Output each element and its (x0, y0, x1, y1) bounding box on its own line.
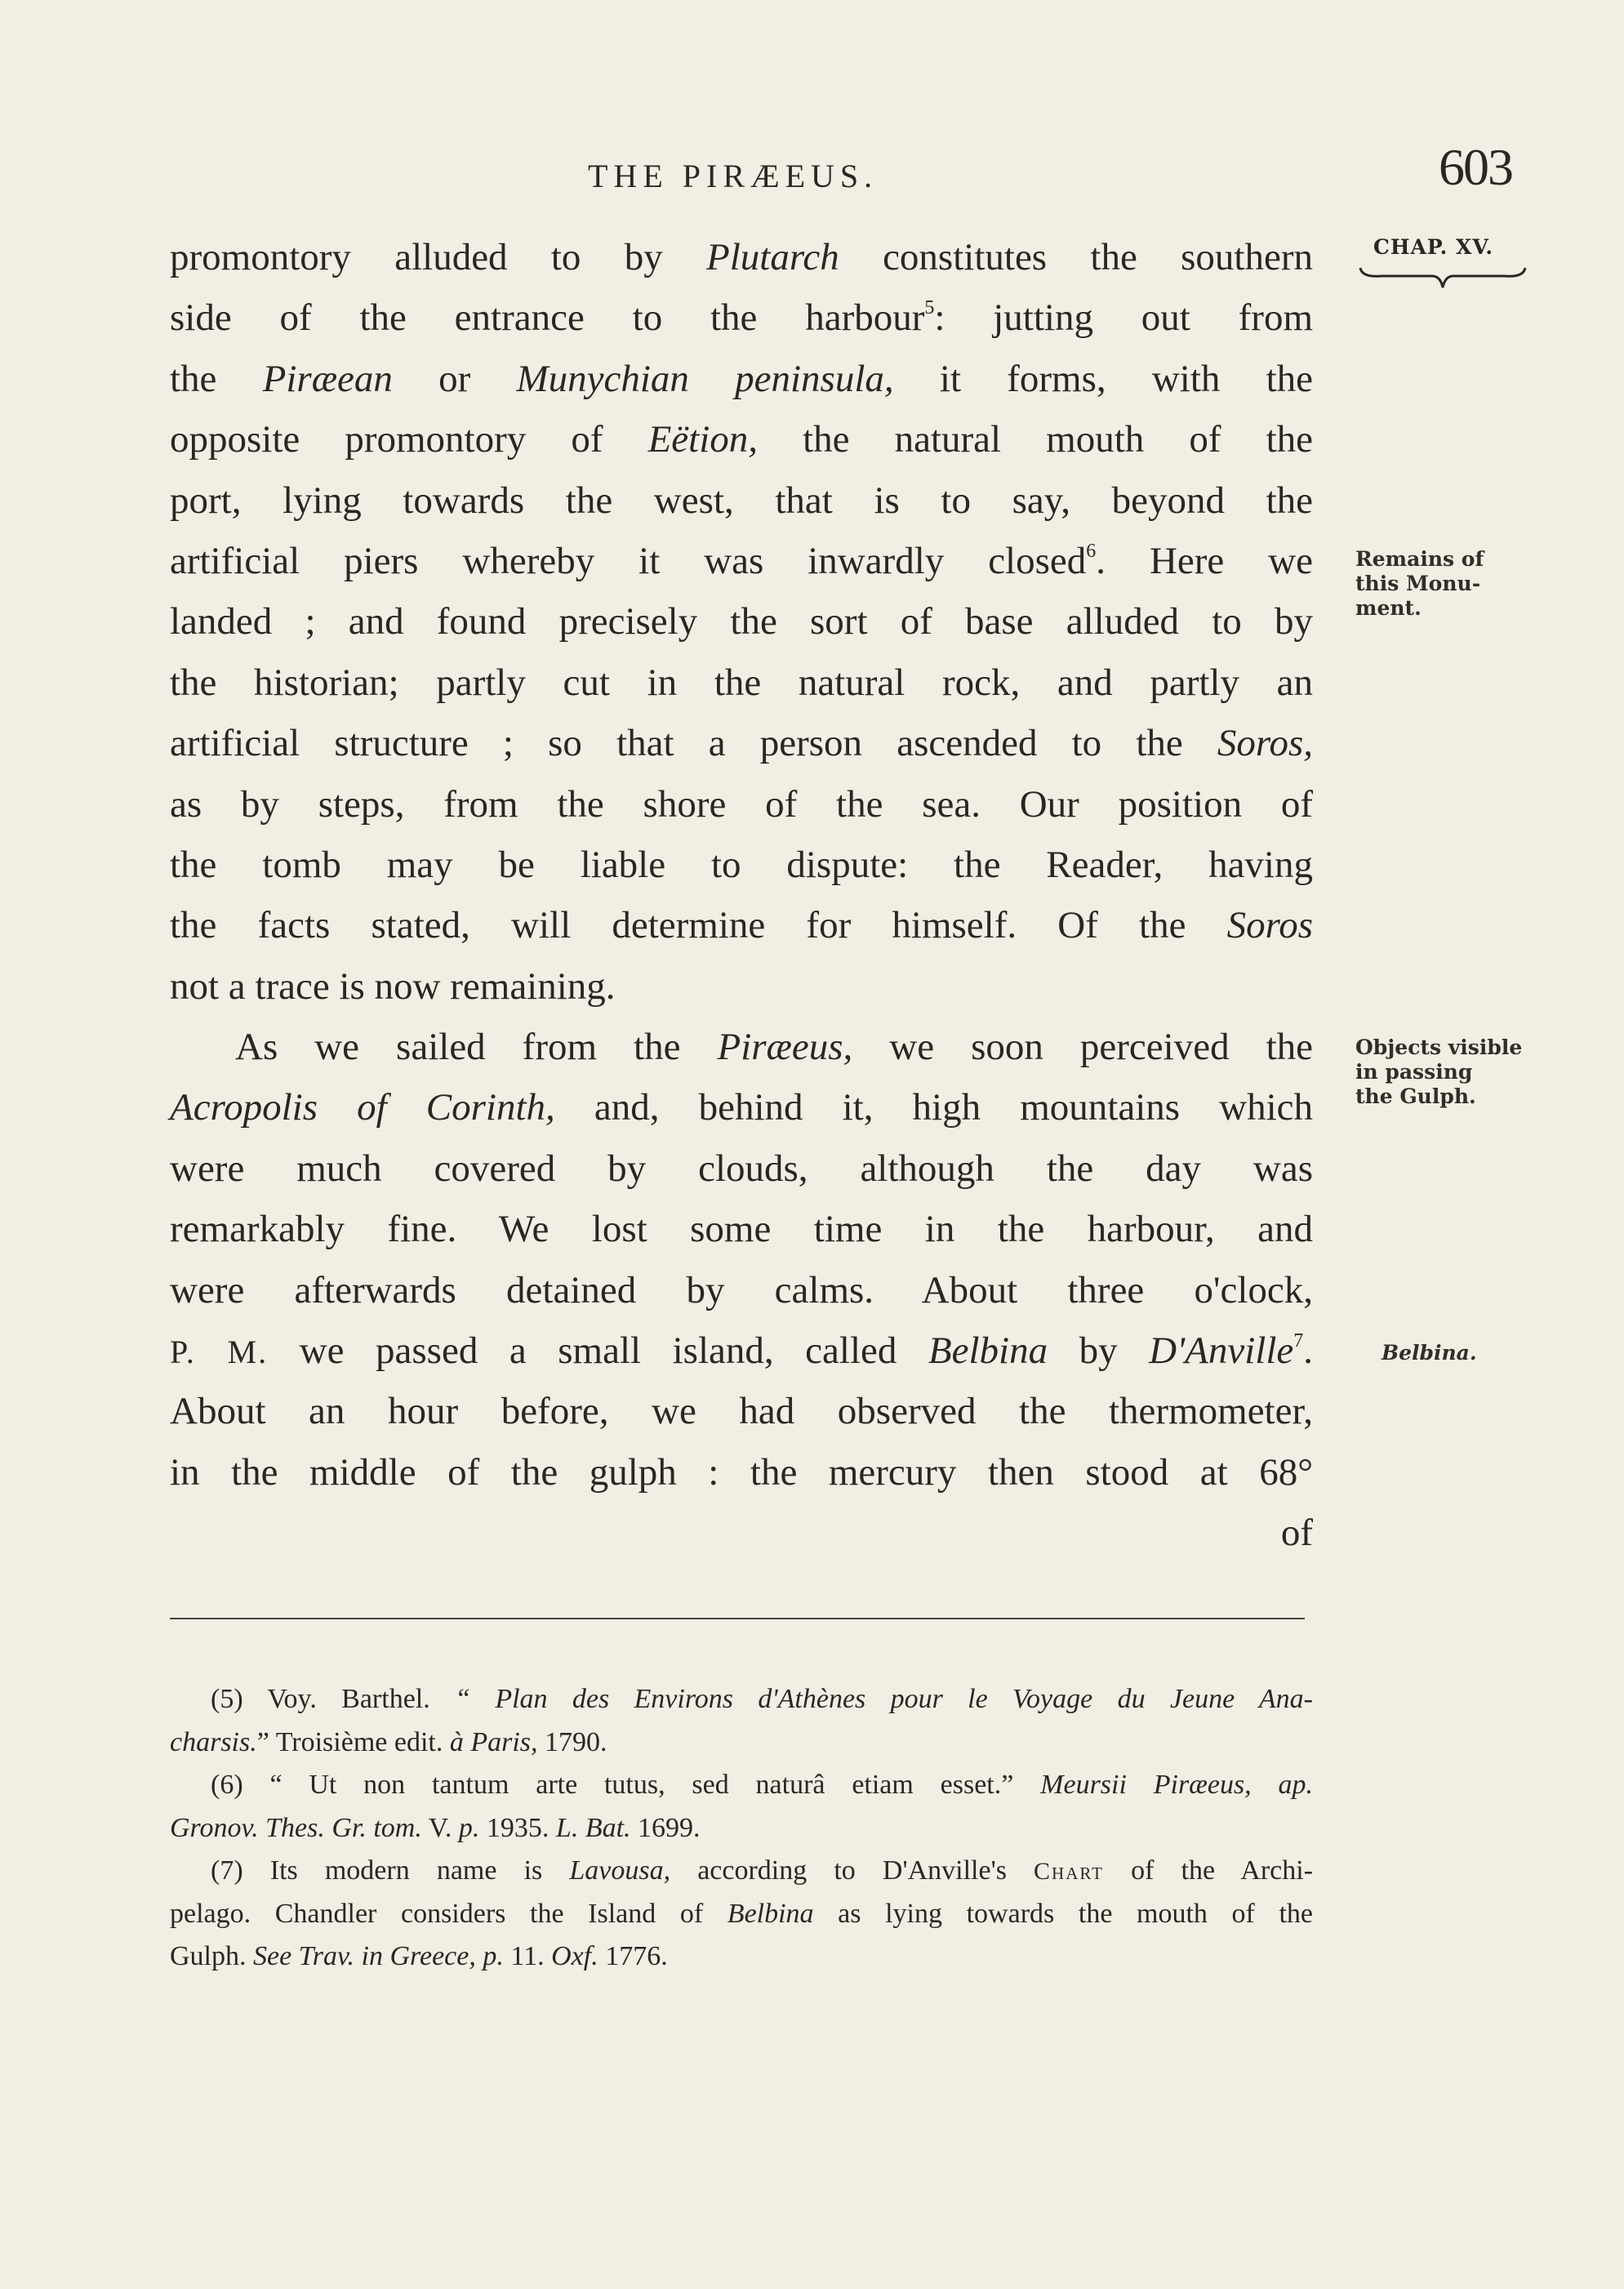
text-line (170, 1077, 1313, 1138)
text-span: the (170, 357, 263, 400)
margin-note-line: this Monu- (1355, 572, 1481, 595)
text-italic: Gronov. Thes. Gr. tom. (170, 1812, 422, 1843)
text-span: the facts stated, will determine for himself. Of the (170, 904, 1227, 947)
text-italic: Acropolis of Corinth, (170, 1086, 555, 1129)
text-italic: Lavousa, (569, 1855, 671, 1886)
text-italic: charsis. (170, 1726, 257, 1757)
margin-note-line: in passing (1355, 1060, 1473, 1084)
footnote-line (170, 1807, 1313, 1850)
text-line (170, 1017, 1313, 1077)
text-span: . (1303, 1329, 1313, 1373)
margin-note-line: the Gulph. (1355, 1084, 1476, 1108)
margin-note-line: Objects visible (1355, 1035, 1523, 1059)
text-span: by (1048, 1329, 1150, 1373)
margin-note-objects-visible (1355, 1035, 1522, 1109)
text-italic: See Trav. in Greece, p. (253, 1941, 504, 1971)
text-line (170, 409, 1313, 470)
text-italic: à Paris, (449, 1726, 538, 1757)
running-title: THE PIRÆEUS. (588, 158, 879, 194)
text-span: (5) Voy. Barthel. (211, 1684, 456, 1714)
text-span: we passed a small island, called (268, 1329, 928, 1373)
footnote-ref: 7 (1293, 1330, 1304, 1352)
footnote-line (170, 1893, 1313, 1936)
text-italic: Oxf. (551, 1941, 598, 1971)
text-span: . Here we (1096, 539, 1314, 582)
text-span: opposite promontory of (170, 418, 648, 461)
text-line (170, 287, 1313, 348)
text-span: 1790. (537, 1726, 607, 1757)
text-italic: Plutarch (706, 236, 839, 278)
text-italic: Munychian peninsula, (516, 357, 894, 400)
text-italic: Piræean (262, 357, 393, 400)
text-span: : jutting out from (934, 296, 1314, 340)
text-span: ” Troisième edit. (256, 1726, 450, 1757)
text-line: not a trace is now remaining. (170, 964, 616, 1008)
text-span: (6) “ Ut non tantum arte tutus, sed naturâ etiam esset.” (211, 1770, 1041, 1800)
margin-note-line: Remains of (1355, 547, 1484, 571)
text-smallcaps: P. M. (170, 1334, 269, 1371)
text-italic: p. (458, 1812, 480, 1843)
text-italic: D'Anville (1149, 1329, 1294, 1373)
text-line (170, 713, 1313, 773)
text-span: it forms, with the (893, 357, 1314, 400)
text-line: in the middle of the gulph : the mercury then stood at 68° (170, 1450, 1313, 1494)
text-line: About an hour before, we had observed the thermometer, (170, 1390, 1313, 1433)
text-line: remarkably fine. We lost some time in the harbour, and (170, 1208, 1313, 1251)
footnote-line (170, 1935, 1313, 1979)
text-span: 1776. (598, 1941, 668, 1971)
text-line: as by steps, from the shore of the sea. Our position of (170, 782, 1313, 826)
text-span: constitutes the southern (839, 236, 1313, 278)
text-italic: Belbina (928, 1329, 1048, 1373)
catchword: of (1280, 1512, 1313, 1555)
text-line: were much covered by clouds, although the day was (170, 1147, 1313, 1190)
text-span: and, behind it, high mountains which (554, 1086, 1313, 1129)
text-italic: “ Plan des Environs d'Athènes pour le Voyage du Jeune Ana- (455, 1684, 1313, 1714)
footnote-line (170, 1678, 1313, 1721)
text-span: artificial piers whereby it was inwardly closed (170, 539, 1087, 582)
text-line (170, 531, 1313, 591)
main-text (170, 227, 1313, 1564)
text-italic: Piræeus, (717, 1026, 853, 1069)
text-smallcaps: Chart (1034, 1858, 1104, 1885)
footnote-line (170, 1721, 1313, 1765)
text-span: or (392, 357, 517, 400)
text-span: artificial structure ; so that a person ascended to the (170, 722, 1217, 765)
text-line (170, 895, 1313, 955)
text-italic: Eëtion, (647, 418, 759, 461)
text-span: 1699. (630, 1812, 701, 1843)
text-line (170, 227, 1313, 287)
text-span: As we sailed from the (235, 1026, 718, 1069)
text-italic: L. Bat. (555, 1812, 631, 1843)
text-span: (7) Its modern name is (211, 1855, 570, 1886)
text-span: of the Archi- (1103, 1855, 1314, 1886)
text-italic: Meursii Piræeus, ap. (1040, 1770, 1313, 1800)
text-italic: Belbina (727, 1898, 814, 1929)
text-span: Gulph. (170, 1941, 253, 1971)
margin-note-belbina: Belbina. (1382, 1341, 1477, 1365)
margin-note-line: ment. (1355, 596, 1422, 620)
footnote-ref: 5 (924, 297, 935, 319)
text-line (170, 349, 1313, 409)
text-span: side of the entrance to the harbour (170, 296, 925, 340)
footnote-ref: 6 (1086, 540, 1097, 562)
text-span: according to D'Anville's (670, 1855, 1034, 1886)
footnote-line (170, 1850, 1313, 1893)
text-line (170, 1320, 1313, 1381)
page-number: 603 (1439, 138, 1512, 196)
text-line: the tomb may be liable to dispute: the Reader, having (170, 843, 1313, 886)
text-line: were afterwards detained by calms. About three o'clock, (170, 1268, 1313, 1311)
margin-note-remains (1355, 547, 1484, 621)
text-line: port, lying towards the west, that is to say, beyond the (170, 479, 1313, 522)
text-span: V. (421, 1812, 459, 1843)
text-span: we soon perceived the (852, 1026, 1313, 1069)
text-span: 11. (503, 1941, 552, 1971)
text-italic: Soros, (1217, 722, 1313, 765)
text-span: the natural mouth of the (758, 418, 1313, 461)
text-span: pelago. Chandler considers the Island of (170, 1898, 727, 1929)
chapter-marker: CHAP. XV. (1373, 235, 1494, 259)
footnotes (170, 1678, 1313, 1979)
text-span: as lying towards the mouth of the (813, 1898, 1313, 1929)
text-line: the historian; partly cut in the natural rock, and partly an (170, 661, 1313, 704)
footnote-line (170, 1764, 1313, 1807)
text-italic: Soros (1226, 904, 1313, 947)
text-span: 1935. (479, 1812, 556, 1843)
chapter-brace-ornament (1357, 263, 1528, 296)
text-line: landed ; and found precisely the sort of base alluded to by (170, 600, 1313, 644)
text-span: promontory alluded to by (170, 236, 707, 278)
footnote-rule (170, 1618, 1305, 1619)
